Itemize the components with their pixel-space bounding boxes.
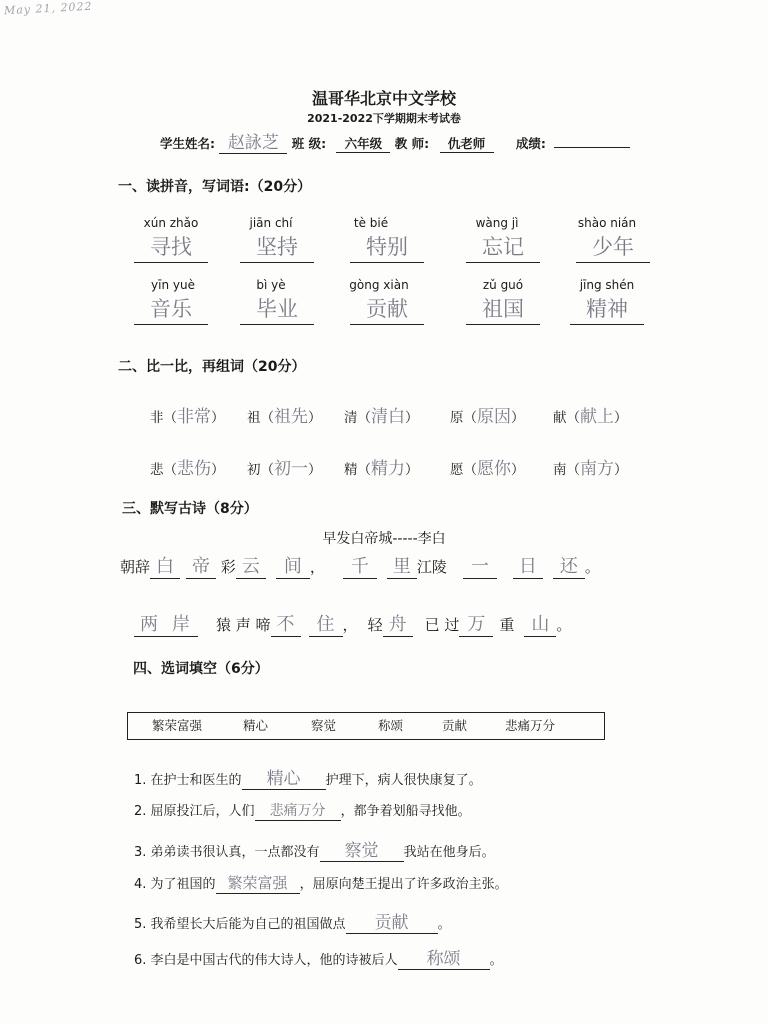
poem-text: 轻 <box>367 616 383 634</box>
poem-text: 重 <box>499 616 515 634</box>
question-answer: 精心 <box>242 764 326 790</box>
poem-blank: 一 <box>463 552 497 579</box>
poem-text: 猿 声 啼 <box>216 616 271 634</box>
question-text: 我站在他身后。 <box>403 845 495 860</box>
compare-answer: 南方 <box>580 459 614 479</box>
answer-cell: 贡献 <box>350 294 424 325</box>
question-answer: 贡献 <box>346 908 438 934</box>
compare-answer: 愿你 <box>477 459 511 479</box>
question-text: 弟弟读书很认真，一点都没有 <box>150 845 320 860</box>
compare-item: 献（献上） <box>553 407 628 427</box>
pinyin: shào nián <box>577 216 637 230</box>
question-item <box>134 764 482 790</box>
poem-blank: 里 <box>387 552 417 579</box>
poem-text: 彩 <box>220 558 236 576</box>
poem-blank: 千 <box>343 552 377 579</box>
word-bank-option: 繁荣富强 <box>152 718 203 733</box>
compare-item: 南（南方） <box>553 459 628 479</box>
compare-char: 愿 <box>450 462 464 478</box>
name-label: 学生姓名: <box>160 136 215 151</box>
poem-blank: 万 <box>459 610 493 637</box>
compare-item: 精（精力） <box>344 459 419 479</box>
question-text: ，屈原向楚王提出了许多政治主张。 <box>299 877 508 892</box>
question-answer: 称颂 <box>398 944 490 970</box>
question-number: 1. <box>134 773 147 788</box>
section3-title: 三、默写古诗（8分） <box>122 501 258 517</box>
pinyin: yīn yuè <box>151 278 195 292</box>
class-label: 班 级: <box>291 136 327 151</box>
pinyin: tè bié <box>353 216 389 230</box>
student-name: 赵詠芝 <box>219 128 287 154</box>
compare-item: 祖（祖先） <box>247 407 322 427</box>
word-bank-option: 精心 <box>243 718 269 733</box>
question-item <box>134 908 451 934</box>
compare-answer: 初一 <box>274 459 308 479</box>
poem-blank: 间 <box>276 552 310 579</box>
question-text: 。 <box>437 917 451 932</box>
poem-blank: 还 <box>553 552 585 579</box>
poem-blank: 帝 <box>186 552 216 579</box>
word-bank-option: 悲痛万分 <box>505 718 556 733</box>
pinyin: bì yè <box>256 278 286 292</box>
question-number: 4. <box>134 877 147 892</box>
question-answer: 察觉 <box>320 836 404 862</box>
compare-char: 祖 <box>247 410 261 426</box>
question-text: 护理下，病人很快康复了。 <box>325 773 482 788</box>
poem-blank: 两 <box>134 610 164 637</box>
poem-title: 早发白帝城-----李白 <box>322 531 446 547</box>
poem-line-2 <box>134 610 571 637</box>
pinyin: gòng xiàn <box>349 278 409 292</box>
poem-blank: 山 <box>524 610 556 637</box>
score-label: 成绩: <box>515 136 546 151</box>
question-number: 2. <box>134 804 147 819</box>
teacher-value: 仇老师 <box>440 134 494 153</box>
answer-cell: 音乐 <box>134 294 208 325</box>
question-number: 6. <box>134 953 147 968</box>
word-bank-option: 察觉 <box>311 718 337 733</box>
compare-item: 原（原因） <box>450 407 525 427</box>
compare-item: 愿（愿你） <box>450 459 525 479</box>
compare-char: 南 <box>553 462 567 478</box>
poem-blank: 舟 <box>383 610 413 637</box>
student-info-row <box>160 128 630 154</box>
compare-char: 献 <box>553 410 567 426</box>
pinyin: xún zhǎo <box>143 216 199 230</box>
poem-text: 。 <box>584 558 600 576</box>
compare-answer: 献上 <box>580 407 614 427</box>
section2-title: 二、比一比，再组词（20分） <box>118 359 306 375</box>
teacher-label: 教 师: <box>394 136 430 151</box>
question-number: 5. <box>134 917 147 932</box>
question-item <box>134 872 508 894</box>
question-answer: 繁荣富强 <box>216 872 300 894</box>
word-bank-option: 贡献 <box>442 718 468 733</box>
poem-text: 朝辞 <box>120 558 151 576</box>
poem-text: 已 过 <box>424 616 460 634</box>
question-text: 李白是中国古代的伟大诗人，他的诗被后人 <box>150 953 398 968</box>
poem-blank: 岸 <box>164 610 198 637</box>
answer-cell: 毕业 <box>240 294 314 325</box>
compare-char: 悲 <box>150 462 164 478</box>
poem-text: 江陵 <box>416 558 447 576</box>
poem-text: 。 <box>556 616 572 634</box>
compare-answer: 原因 <box>477 407 511 427</box>
answer-cell: 忘记 <box>466 232 540 263</box>
compare-answer: 清白 <box>371 407 405 427</box>
handwritten-date: May 21, 2022 <box>3 0 93 18</box>
question-text: ，都争着划船寻找他。 <box>340 804 471 819</box>
pinyin: zǔ guó <box>482 278 524 292</box>
compare-char: 清 <box>344 410 358 426</box>
compare-item: 悲（悲伤） <box>150 459 225 479</box>
poem-blank: 不 <box>271 610 301 637</box>
question-answer: 悲痛万分 <box>255 800 341 821</box>
section4-title: 四、选词填空（6分） <box>133 661 269 677</box>
section1-title: 一、读拼音，写词语:（20分） <box>118 179 312 195</box>
question-text: 我希望长大后能为自己的祖国做点 <box>150 917 346 932</box>
class-value: 六年级 <box>336 134 390 153</box>
poem-blank: 住 <box>309 610 343 637</box>
poem-text: ， <box>309 558 325 576</box>
school-title: 温哥华北京中文学校 <box>311 89 456 108</box>
question-text: 在护士和医生的 <box>150 773 242 788</box>
compare-answer: 祖先 <box>274 407 308 427</box>
question-text: 为了祖国的 <box>150 877 216 892</box>
poem-text: ， <box>342 616 358 634</box>
compare-answer: 悲伤 <box>177 459 211 479</box>
word-bank-option: 称颂 <box>378 718 404 733</box>
pinyin: jīng shén <box>579 278 635 292</box>
question-text: 屈原投江后，人们 <box>150 804 255 819</box>
poem-blank: 白 <box>150 552 180 579</box>
answer-cell: 特别 <box>350 232 424 263</box>
pinyin: jiān chí <box>249 216 293 230</box>
answer-cell: 寻找 <box>134 232 208 263</box>
compare-answer: 精力 <box>371 459 405 479</box>
poem-line-1 <box>120 552 600 579</box>
question-number: 3. <box>134 845 147 860</box>
pinyin: wàng jì <box>475 216 519 230</box>
answer-cell: 祖国 <box>466 294 540 325</box>
poem-blank: 云 <box>236 552 266 579</box>
compare-char: 原 <box>450 410 464 426</box>
score-blank <box>554 147 630 148</box>
question-text: 。 <box>489 953 503 968</box>
question-item <box>134 800 471 821</box>
answer-cell: 少年 <box>576 232 650 263</box>
compare-item: 初（初一） <box>247 459 322 479</box>
answer-cell: 精神 <box>570 294 644 325</box>
compare-item: 清（清白） <box>344 407 419 427</box>
compare-char: 精 <box>344 462 358 478</box>
question-item <box>134 944 503 970</box>
compare-answer: 非常 <box>177 407 211 427</box>
compare-char: 非 <box>150 410 164 426</box>
exam-title: 2021-2022下学期期末考试卷 <box>307 112 461 125</box>
poem-blank: 日 <box>513 552 543 579</box>
question-item <box>134 836 495 862</box>
compare-char: 初 <box>247 462 261 478</box>
compare-item: 非（非常） <box>150 407 225 427</box>
answer-cell: 坚持 <box>240 232 314 263</box>
